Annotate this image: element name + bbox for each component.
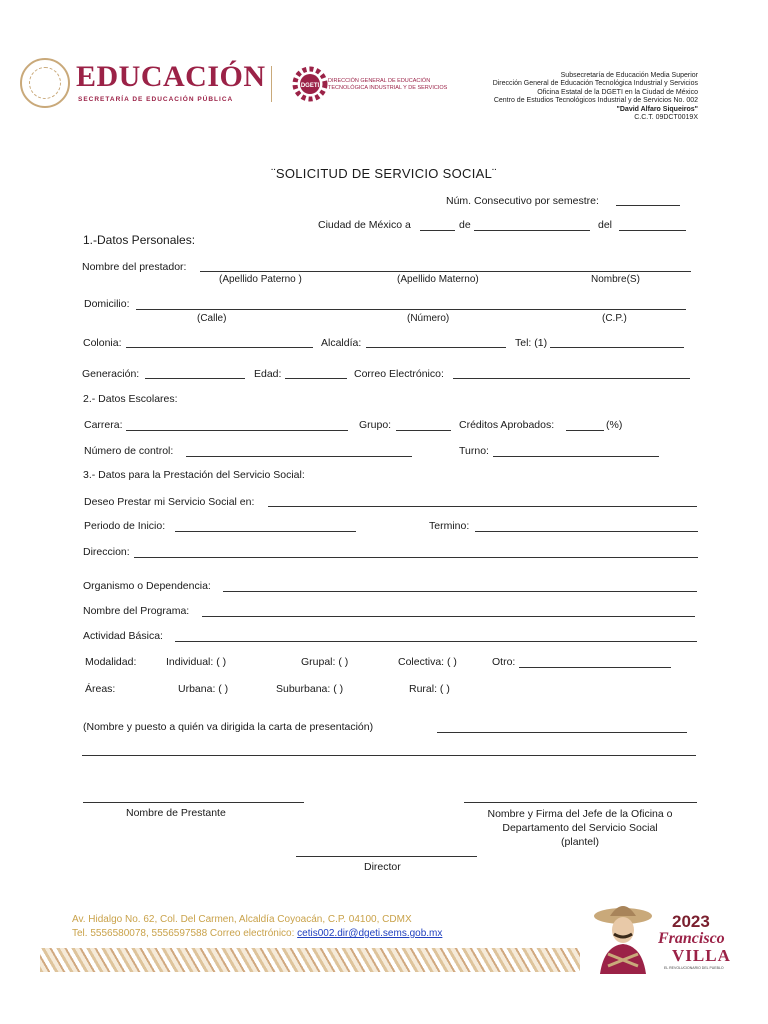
tel-label: Tel: (1) (515, 337, 548, 349)
carrera-field[interactable] (126, 430, 348, 431)
tel-field[interactable] (550, 347, 684, 348)
school-name: "David Alfaro Siqueiros" (616, 105, 698, 113)
dia-field[interactable] (420, 230, 455, 231)
grupal-option[interactable]: Grupal: ( ) (301, 656, 349, 668)
direccion-field[interactable] (134, 557, 698, 558)
programa-field[interactable] (202, 616, 695, 617)
deseo-label: Deseo Prestar mi Servicio Social en: (84, 496, 255, 508)
firma-prestante-line[interactable] (83, 802, 304, 803)
firma-director-line[interactable] (296, 856, 477, 857)
creditos-label: Créditos Aprobados: (459, 419, 555, 431)
footer-address: Av. Hidalgo No. 62, Col. Del Carmen, Alcaldía Coyoacán, C.P. 04100, CDMX (72, 914, 412, 925)
francisco-text: Francisco (658, 930, 725, 947)
programa-label: Nombre del Programa: (83, 605, 190, 617)
modalidad-label: Modalidad: (85, 656, 137, 668)
calle-hint: (Calle) (197, 313, 227, 324)
nombre-prestador-label: Nombre del prestador: (82, 261, 187, 273)
edad-label: Edad: (254, 368, 282, 380)
consecutivo-label: Núm. Consecutivo por semestre: (446, 195, 599, 207)
correo-field[interactable] (453, 378, 690, 379)
subsecretaria: Subsecretaría de Educación Media Superior (560, 72, 698, 79)
cp-hint: (C.P.) (602, 313, 627, 324)
mes-field[interactable] (474, 230, 590, 231)
firma-jefe-line-1: Nombre y Firma del Jefe de la Oficina o (487, 808, 673, 820)
firma-prestante-label: Nombre de Prestante (126, 807, 226, 819)
edad-field[interactable] (285, 378, 347, 379)
otro-field[interactable] (519, 667, 671, 668)
urbana-option[interactable]: Urbana: ( ) (178, 683, 229, 695)
suburbana-option[interactable]: Suburbana: ( ) (276, 683, 344, 695)
nombres-hint: Nombre(S) (591, 274, 640, 285)
dgeti-badge-text: DGETI (300, 83, 320, 89)
sep-logo-subtext: SECRETARÍA DE EDUCACIÓN PÚBLICA (78, 96, 234, 103)
section-datos-personales: 1.-Datos Personales: (83, 233, 196, 247)
periodo-field[interactable] (175, 531, 356, 532)
numero-hint: (Número) (407, 313, 450, 324)
educacion-logo-text: EDUCACIÓN (76, 60, 266, 93)
termino-field[interactable] (475, 531, 698, 532)
del-label: del (598, 219, 613, 231)
firma-jefe-line-2: Departamento del Servicio Social (502, 822, 658, 834)
anio-field[interactable] (619, 230, 686, 231)
carrera-label: Carrera: (84, 419, 123, 431)
domicilio-label: Domicilio: (84, 298, 130, 310)
termino-label: Termino: (429, 520, 470, 532)
footer-tel: Tel. 5556580078, 5556597588 Correo electrónico: (72, 928, 295, 939)
domicilio-field[interactable] (136, 309, 686, 310)
carta-field-line-2[interactable] (82, 755, 696, 756)
areas-label: Áreas: (85, 683, 116, 695)
institution-block (438, 72, 698, 122)
turno-label: Turno: (459, 445, 489, 457)
actividad-field[interactable] (175, 641, 697, 642)
grupo-field[interactable] (396, 430, 451, 431)
logo-divider (271, 66, 272, 102)
dgeti-gear-icon (290, 60, 330, 108)
dgeti-line-1: DIRECCIÓN GENERAL DE EDUCACIÓN (328, 78, 431, 84)
nombre-prestador-field[interactable] (200, 271, 691, 272)
organismo-label: Organismo o Dependencia: (83, 580, 211, 592)
alcaldia-field[interactable] (366, 347, 506, 348)
firma-jefe-label (440, 807, 720, 849)
dgeti-logo-text (328, 78, 448, 92)
otro-label: Otro: (492, 656, 516, 668)
form-title: ¨SOLICITUD DE SERVICIO SOCIAL¨ (271, 166, 497, 181)
colectiva-option[interactable]: Colectiva: ( ) (398, 656, 457, 668)
ciudad-label: Ciudad de México a (318, 219, 411, 231)
direccion-label: Direccion: (83, 546, 130, 558)
consecutivo-field[interactable] (616, 205, 680, 206)
firma-jefe-line[interactable] (464, 802, 697, 803)
oficina-estatal: Oficina Estatal de la DGETI en la Ciudad de México (537, 88, 698, 96)
apellido-paterno-hint: (Apellido Paterno ) (219, 274, 302, 285)
periodo-label: Periodo de Inicio: (84, 520, 166, 532)
section-datos-escolares: 2.- Datos Escolares: (83, 393, 178, 405)
colonia-label: Colonia: (83, 337, 122, 349)
individual-option[interactable]: Individual: ( ) (166, 656, 227, 668)
correo-label: Correo Electrónico: (354, 368, 444, 380)
alcaldia-label: Alcaldía: (321, 337, 362, 349)
percent-label: (%) (606, 419, 623, 431)
cct-code: C.C.T. 09DCT0019X (634, 114, 698, 122)
villa-subtitle: EL REVOLUCIONARIO DEL PUEBLO (664, 966, 724, 970)
carta-label: (Nombre y puesto a quién va dirigida la carta de presentación) (83, 721, 374, 733)
francisco-villa-portrait-icon (592, 900, 654, 974)
decorative-border (40, 948, 580, 972)
director-label: Director (364, 861, 401, 873)
footer-email-link[interactable]: cetis002.dir@dgeti.sems.gob.mx (297, 928, 443, 939)
section-prestacion: 3.- Datos para la Prestación del Servicio Social: (83, 469, 305, 481)
generacion-label: Generación: (82, 368, 140, 380)
deseo-field[interactable] (268, 506, 697, 507)
mexico-seal-icon (20, 58, 70, 108)
grupo-label: Grupo: (359, 419, 392, 431)
turno-field[interactable] (493, 456, 659, 457)
num-control-label: Número de control: (84, 445, 174, 457)
villa-text: VILLA (672, 946, 731, 965)
organismo-field[interactable] (223, 591, 697, 592)
dgeti-line-2: TECNOLÓGICA INDUSTRIAL Y DE SERVICIOS (328, 85, 448, 91)
de-label: de (459, 219, 471, 231)
rural-option[interactable]: Rural: ( ) (409, 683, 450, 695)
firma-jefe-line-3: (plantel) (561, 836, 599, 848)
colonia-field[interactable] (126, 347, 313, 348)
apellido-materno-hint: (Apellido Materno) (397, 274, 479, 285)
footer-contact (72, 928, 442, 939)
num-control-field[interactable] (186, 456, 412, 457)
direccion-general: Dirección General de Educación Tecnológica Industrial y Servicios (492, 80, 698, 88)
actividad-label: Actividad Básica: (83, 630, 163, 642)
creditos-field[interactable] (566, 430, 604, 431)
centro-estudios: Centro de Estudios Tecnológicos Industrial y de Servicios No. 002 (493, 97, 698, 105)
carta-field[interactable] (437, 732, 687, 733)
generacion-field[interactable] (145, 378, 245, 379)
year-2023: 2023 (672, 912, 710, 931)
